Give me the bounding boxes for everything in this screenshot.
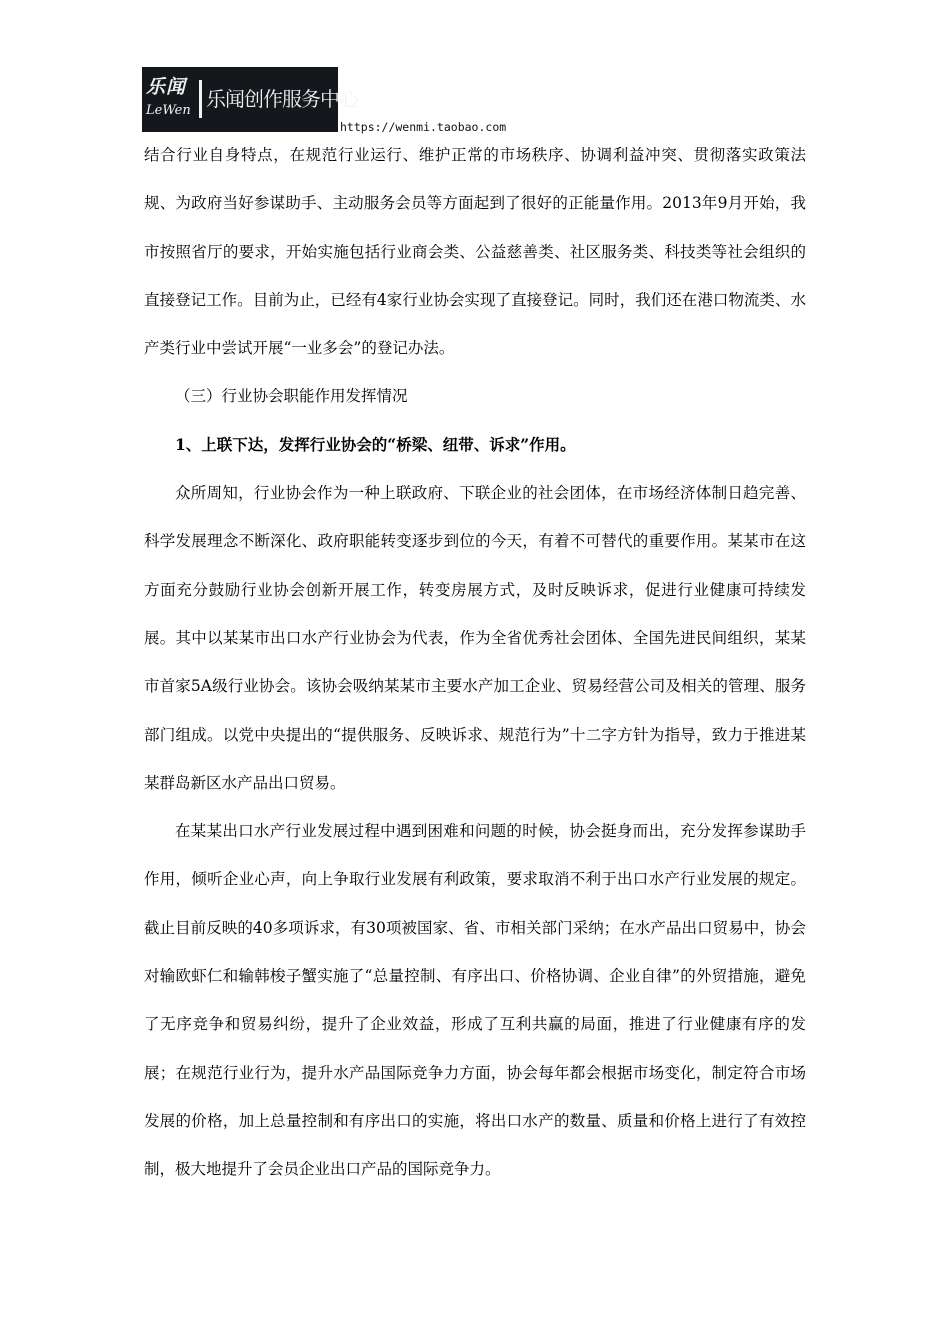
paragraph: 在某某出口水产行业发展过程中遇到困难和问题的时候，协会挺身而出，充分发挥参谋助手作用，倾听企业心声，向上争取行业发展有利政策，要求取消不利于出口水产行业发展的规定。截止目前反映的40多项诉求，有30项被国家、省、市相关部门采纳；在水产品出口贸易中，协会对输欧虾仁和输韩梭子蟹实施了“总量控制、有序出口、价格协调、企业自律”的外贸措施，避免了无序竞争和贸易纠纷，提升了企业效益，形成了互利共赢的局面，推进了行业健康有序的发展；在规范行业行为，提升水产品国际竞争力方面，协会每年都会根据市场变化，制定符合市场发展的价格，加上总量控制和有序出口的实施，将出口水产的数量、质量和价格上进行了有效控制，极大地提升了会员企业出口产品的国际竞争力。 bbox=[144, 822, 806, 1179]
section-heading: （三）行业协会职能作用发挥情况 bbox=[175, 387, 408, 406]
subsection-heading: 1、上联下达，发挥行业协会的“桥梁、纽带、诉求”作用。 bbox=[175, 434, 576, 454]
logo-mark-cn: 乐闻 bbox=[146, 76, 187, 98]
logo-mark-en: LeWen bbox=[146, 103, 191, 118]
logo-name: 乐闻创作服务中心 bbox=[206, 87, 358, 111]
logo-divider bbox=[199, 80, 202, 118]
paragraph: 众所周知，行业协会作为一种上联政府、下联企业的社会团体，在市场经济体制日趋完善、科学发展理念不断深化、政府职能转变逐步到位的今天，有着不可替代的重要作用。某某市在这方面充分鼓励行业协会创新开展工作，转变房展方式，及时反映诉求，促进行业健康可持续发展。其中以某某市出口水产行业协会为代表，作为全省优秀社会团体、全国先进民间组织，某某市首家5A级行业协会。该协会吸纳某某市主要水产加工企业、贸易经营公司及相关的管理、服务部门组成。以党中央提出的“提供服务、反映诉求、规范行为”十二字方针为指导，致力于推进某某群岛新区水产品出口贸易。 bbox=[144, 484, 806, 792]
source-url: https://wenmi.taobao.com bbox=[340, 120, 507, 134]
document-body bbox=[144, 131, 806, 1194]
logo-banner bbox=[142, 67, 358, 132]
logo-mark bbox=[146, 76, 198, 126]
paragraph-continuation: 结合行业自身特点，在规范行业运行、维护正常的市场秩序、协调利益冲突、贯彻落实政策法规、为政府当好参谋助手、主动服务会员等方面起到了很好的正能量作用。2013年9月开始，我市按照省厅的要求，开始实施包括行业商会类、公益慈善类、社区服务类、科技类等社会组织的直接登记工作。目前为止，已经有4家行业协会实现了直接登记。同时，我们还在港口物流类、水产类行业中尝试开展“一业多会”的登记办法。 bbox=[144, 146, 806, 358]
